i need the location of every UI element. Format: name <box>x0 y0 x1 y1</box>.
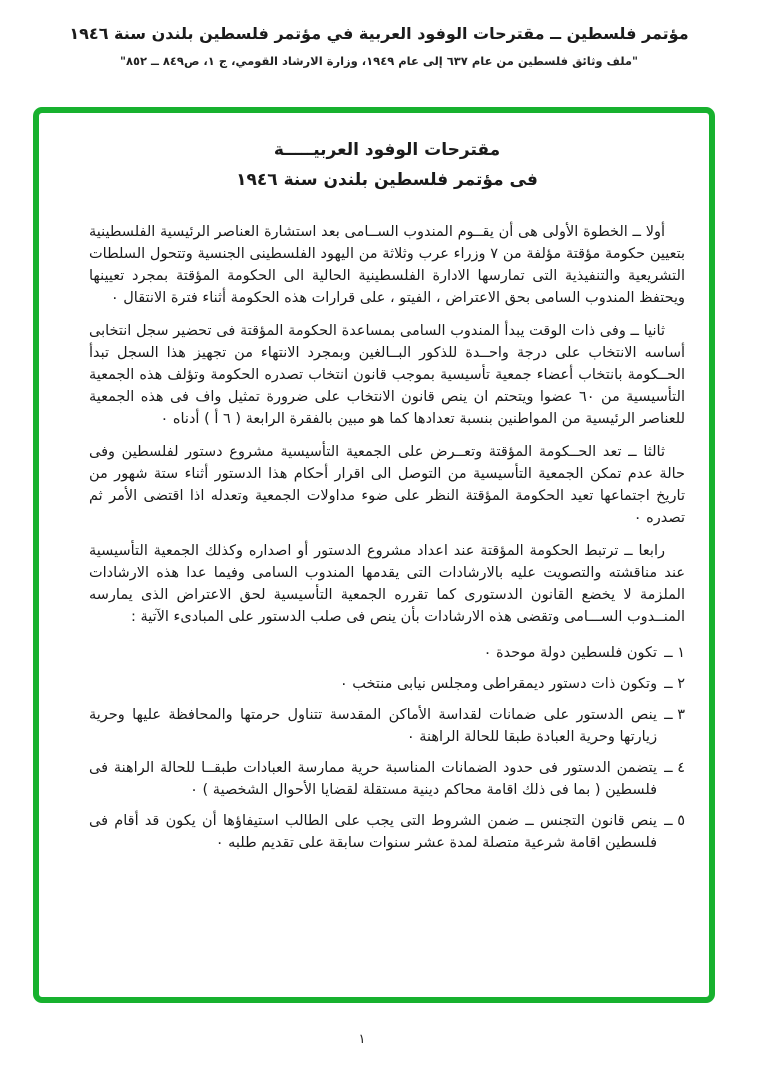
list-item-text: وتكون ذات دستور ديمقراطى ومجلس نيابى منتخب ٠ <box>339 676 658 692</box>
list-item-number: ٥ ــ <box>664 813 685 829</box>
page-header <box>0 0 758 68</box>
list-item <box>89 810 685 854</box>
paragraph-third: ثالثا ــ تعد الحــكومة المؤقتة وتعــرض على الجمعية التأسيسية مشروع دستور لفلسطين وفى حالة عدم تمكن الجمعية التأسيسية من التوصل الى اقرار أحكام هذا الدستور أثناء ستة شهور من تاريخ اجتماعها تعيد الحكومة المؤقتة النظر على ضوء مداولات الجمعية وتعدله اذا اقتضى الأمر ثم تصدره ٠ <box>89 444 685 526</box>
paragraph-first: أولا ــ الخطوة الأولى هى أن يقــوم المندوب الســامى بعد استشارة العناصر الرئيسية الفلسطينية بتعيين حكومة مؤقتة مؤلفة من ٧ وزراء عرب وثلاثة من اليهود الفلسطينى الجنسية وتتحول السلطات التشريعية والتنفيذية التى تمارسها الادارة الفلسطينية الحالية الى الحكومة المؤقتة بمجرد تعيينها ويحتفظ المندوب السامى بحق الاعتراض ، الفيتو ، على قرارات هذه الحكومة أثناء فترة الانتقال ٠ <box>89 224 686 306</box>
document-border-frame <box>33 107 715 1003</box>
list-item <box>89 704 685 748</box>
list-item-text: ينص قانون التجنس ــ ضمن الشروط التى يجب على الطالب استيفاؤها أن يكون قد أقام فى فلسطين اقامة شرعية متصلة لمدة عشر سنوات سابقة على تقديم طلبه ٠ <box>89 813 658 851</box>
list-item-number: ١ ــ <box>664 645 685 661</box>
document-title-line1: مقترحات الوفود العربيـــــة <box>273 140 501 160</box>
list-item-text: ينص الدستور على ضمانات لقداسة الأماكن المقدسة تتناول حرمتها والمحافظة عليها وحرية زيارتها وحرية العبادة طبقا للحالة الراهنة ٠ <box>89 707 658 745</box>
document-header-title: مؤتمر فلسطين ــ مقترحات الوفود العربية في مؤتمر فلسطين بلندن سنة ١٩٤٦ <box>69 24 689 43</box>
list-item <box>89 757 685 801</box>
list-item-text: تكون فلسطين دولة موحدة ٠ <box>483 645 658 661</box>
document-header-source-citation: "ملف وثائق فلسطين من عام ٦٣٧ إلى عام ١٩٤٩، وزارة الارشاد القومي، ج ١، ص٨٤٩ ــ ٨٥٢" <box>119 54 639 68</box>
document-title-line2: فى مؤتمر فلسطين بلندن سنة ١٩٤٦ <box>236 170 538 190</box>
list-item-number: ٤ ــ <box>664 760 685 776</box>
document-title <box>89 135 685 195</box>
list-item-number: ٢ ــ <box>664 676 685 692</box>
list-item <box>89 642 685 664</box>
document-body <box>89 221 685 854</box>
list-item-text: يتضمن الدستور فى حدود الضمانات المناسبة حرية ممارسة العبادات طبقــا للحالة الراهنة فى فلسطين ( بما فى ذلك اقامة محاكم دينية مستقلة لقضايا الأحوال الشخصية ) ٠ <box>89 760 658 798</box>
list-item-number: ٣ ــ <box>664 707 685 723</box>
page-number: ١ <box>358 1032 366 1047</box>
list-item <box>89 673 685 695</box>
paragraph-fourth: رابعا ــ ترتبط الحكومة المؤقتة عند اعداد مشروع الدستور أو اصداره وكذلك الجمعية التأسيسية عند مناقشته والتصويت عليه بالارشادات التى يقدمها المندوب السامى وفيما عدا هذه الارشادات الملزمة لا يخضع القانون الدستورى كما تقرره الجمعية التأسيسية لحق الاعتراض الذى يمارسه المنــدوب الســـامى وتقضى هذه الارشادات بأن ينص فى صلب الدستور على المبادىء الآتية : <box>89 543 685 625</box>
document-content <box>39 113 709 854</box>
paragraph-second: ثانيا ــ وفى ذات الوقت يبدأ المندوب السامى بمساعدة الحكومة المؤقتة فى تحضير سجل انتخابى أساسه الانتخاب على درجة واحــدة للذكور البــالغين وبمجرد الانتهاء من تجهيز هذا السجل تبدأ الحــكومة بانتخاب أعضاء جمعية تأسيسية بموجب قانون انتخاب تصدره الحكومة وتؤلف هذه الجمعية التأسيسية من ٦٠ عضوا ويتحتم ان ينص قانون الانتخاب على ضرورة تمثيل واف فى هذه الجمعية للعناصر الرئيسية من المواطنين بنسبة تعدادها كما هو مبين بالفقرة الرابعة ( ٦ أ ) أدناه ٠ <box>89 323 685 427</box>
